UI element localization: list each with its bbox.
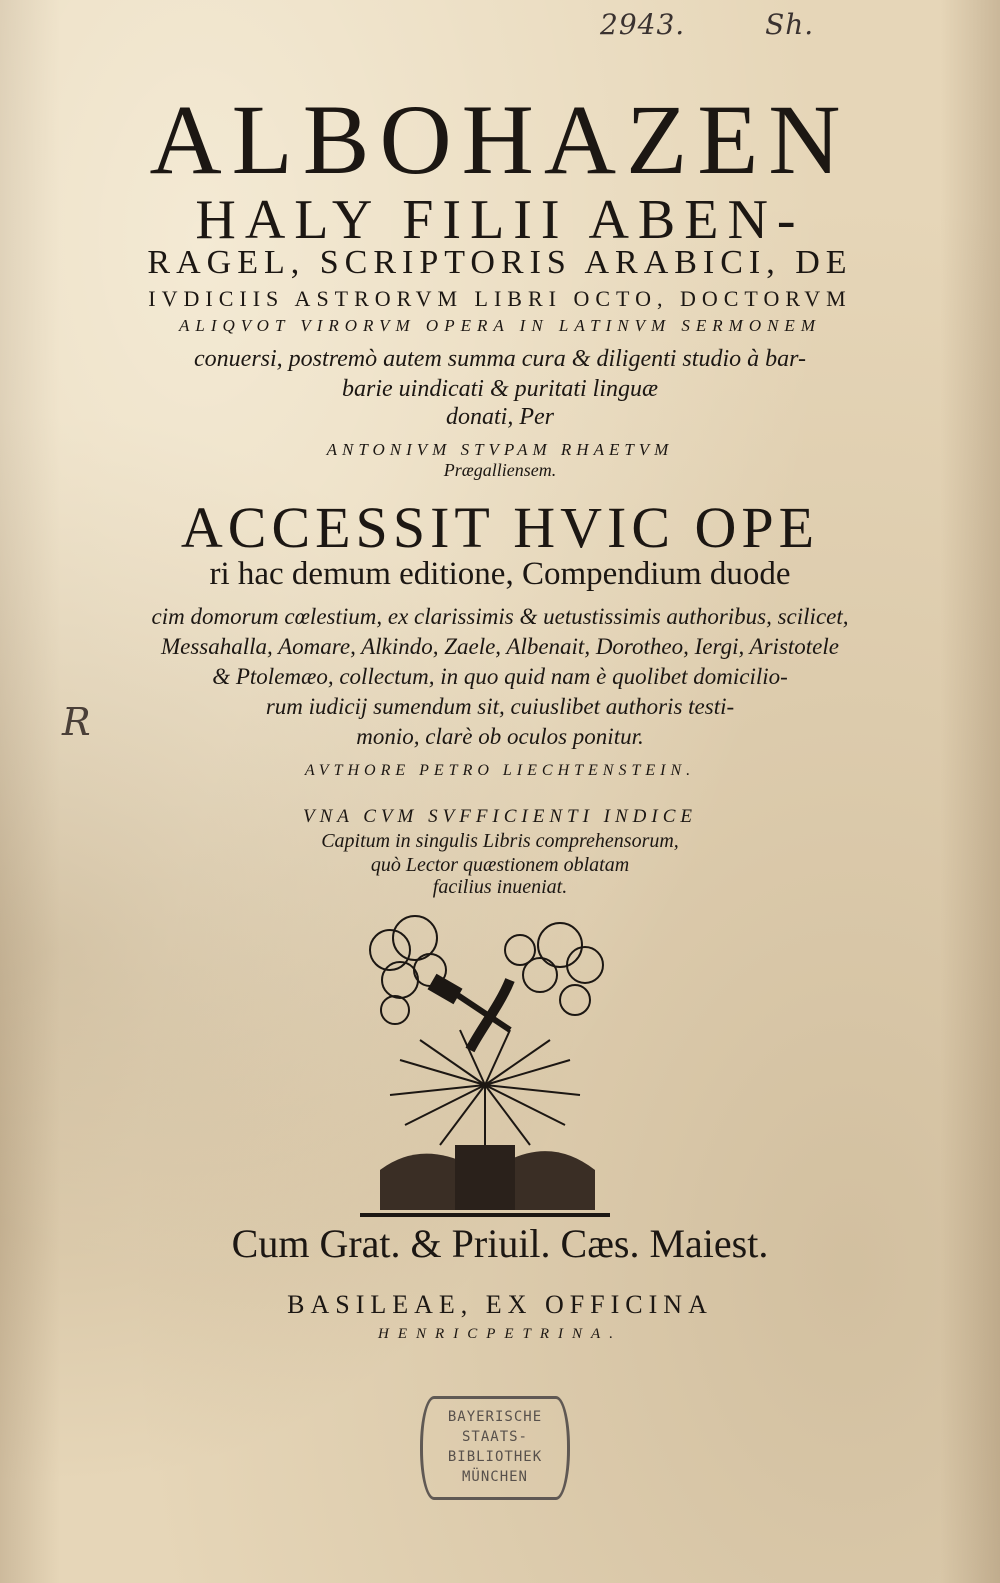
accessit-line-6: rum iudicij sumendum sit, cuiuslibet authoris testi- xyxy=(265,694,735,719)
accessit-line-3: cim domorum cœlestium, ex clarissimis & uetustissimis authoribus, scilicet, xyxy=(151,604,849,629)
description-line-1: conuersi, postremò autem summa cura & diligenti studio à bar- xyxy=(194,346,806,372)
author-line: AVTHORE PETRO LIECHTENSTEIN. xyxy=(304,762,696,779)
library-stamp xyxy=(420,1396,570,1500)
title-line-1: ALBOHAZEN xyxy=(149,84,851,195)
shelfmark-number: 2943. xyxy=(600,8,686,41)
index-note-line-1: VNA CVM SVFFICIENTI INDICE xyxy=(302,806,698,827)
stamp-line-4: MÜNCHEN xyxy=(461,1469,528,1485)
translator-origin: Prægalliensem. xyxy=(443,460,557,480)
imprint-printer: HENRICPETRINA. xyxy=(378,1326,622,1342)
stamp-line-1: BAYERISCHE xyxy=(447,1409,543,1425)
translator-name: ANTONIVM STVPAM RHAETVM xyxy=(326,440,674,459)
imprint-place: BASILEAE, EX OFFICINA xyxy=(287,1290,713,1319)
stamp-line-2: STAATS- xyxy=(461,1429,528,1445)
accessit-line-7: monio, clarè ob oculos ponitur. xyxy=(356,724,644,749)
accessit-line-1: ACCESSIT HVIC OPE xyxy=(180,495,820,560)
description-line-2: barie uindicati & puritati linguæ xyxy=(341,376,658,402)
index-note-line-4: facilius inueniat. xyxy=(432,876,568,898)
handwritten-margin-letter: R xyxy=(62,700,91,744)
handwritten-shelfmark xyxy=(600,8,814,41)
privilege-line: Cum Grat. & Priuil. Cæs. Maiest. xyxy=(231,1221,769,1266)
index-note-line-3: quò Lector quæstionem oblatam xyxy=(370,854,630,876)
accessit-line-5: & Ptolemæo, collectum, in quo quid nam è quolibet domicilio- xyxy=(212,664,788,689)
shelfmark-initials: Sh. xyxy=(765,8,815,41)
accessit-line-2: ri hac demum editione, Compendium duode xyxy=(209,556,791,592)
title-line-2: HALY FILII ABEN- xyxy=(195,189,805,251)
title-line-3: RAGEL, SCRIPTORIS ARABICI, DE xyxy=(147,244,853,281)
printer-device-woodcut xyxy=(360,910,610,1220)
description-line-3: donati, Per xyxy=(446,404,554,430)
index-note-line-2: Capitum in singulis Libris comprehensorum, xyxy=(321,830,679,852)
title-line-5: ALIQVOT VIRORVM OPERA IN LATINVM SERMONEM xyxy=(179,316,821,335)
stamp-line-3: BIBLIOTHEK xyxy=(447,1449,543,1465)
title-line-4: IVDICIIS ASTRORVM LIBRI OCTO, DOCTORVM xyxy=(148,286,852,311)
accessit-line-4: Messahalla, Aomare, Alkindo, Zaele, Albenait, Dorotheo, Iergi, Aristotele xyxy=(160,634,839,659)
